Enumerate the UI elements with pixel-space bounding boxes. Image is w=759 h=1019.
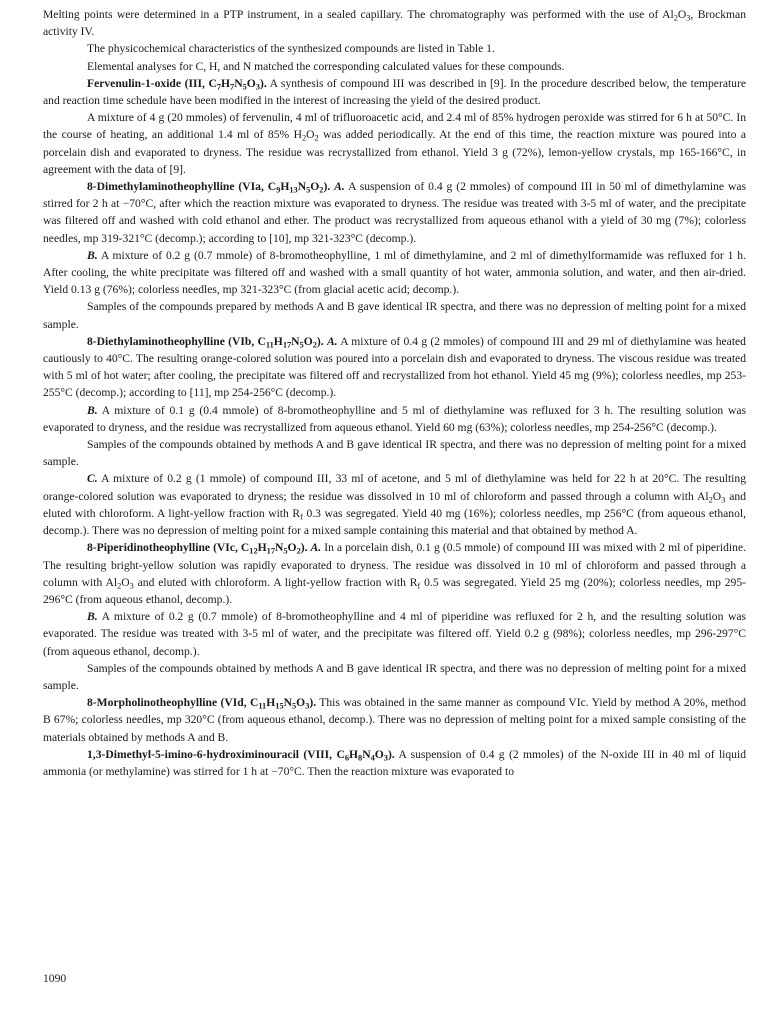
text-run: C.	[87, 472, 98, 486]
text-run: H	[273, 334, 283, 348]
text-run: O	[303, 334, 313, 348]
text-run: was added periodically. At the end of this time, the reaction mixture was poured into a porcelain dish and evaporated to dryness. The residue was recrystallized from ethanol. Yield 3 g (72%), lemon-yellow crystals, mp 165-166°C, in agreement with the data of [9].	[43, 128, 746, 176]
text-run: Elemental analyses for C, H, and N matched the corresponding calculated values for these compounds.	[87, 59, 565, 73]
paragraph-dimethylamino-method-a	[43, 178, 746, 247]
text-run: The physicochemical characteristics of the synthesized compounds are listed in Table 1.	[87, 42, 495, 56]
paragraph-dimethylamino-method-b	[43, 247, 746, 299]
text-run: N	[297, 180, 307, 194]
text-run: A synthesis of compound III was described in [9]. In the procedure described below, the temperature and reaction time schedule have been modified in the interest of increasing the yield of the desired product.	[43, 76, 746, 108]
text-run: Melting points were determined in a PTP instrument, in a sealed capillary. The chromatography was performed with the use of Al	[43, 8, 674, 21]
text-run: 0.3 was segregated. Yield 40 mg (16%); colorless needles, mp 256°C (from aqueous ethanol, decomp.). There was no depression of melting point for a mixed sample containing this material and that obtained by method A.	[43, 506, 746, 538]
subscript-text: 5	[283, 546, 288, 556]
text-run: O	[246, 76, 256, 90]
subscript-text: 17	[282, 340, 292, 350]
text-run: O	[296, 696, 306, 710]
page-number: 1090	[43, 972, 67, 985]
text-run: A mixture of 4 g (20 mmoles) of fervenulin, 4 ml of trifluoroacetic acid, and 2.4 ml of 85% hydrogen peroxide was stirred for 6 h at 50°C. In the course of heating, an additional 1.4 ml of 85% H	[43, 111, 746, 142]
text-run: , Brockman activity IV.	[43, 8, 746, 39]
text-run: O	[306, 128, 315, 142]
text-run: A.	[310, 541, 322, 555]
text-run: B.	[87, 248, 98, 262]
text-run: ).	[300, 541, 311, 555]
subscript-text: 2	[302, 133, 307, 143]
text-run: O	[121, 575, 130, 589]
paragraph-morpholino	[43, 694, 746, 746]
subscript-text: 2	[673, 13, 678, 23]
text-run: H	[349, 747, 359, 761]
paragraph-piperidino-method-b	[43, 608, 746, 660]
text-run: B.	[87, 610, 98, 624]
text-run: A mixture of 0.2 g (0.7 mmole) of 8-bromotheophylline, 1 ml of dimethylamine, and 2 ml of dimethylformamide was refluxed for 1 h. After cooling, the white precipitate was filtered off and washed with a small quantity of hot water, ammonia solution, and water, and then air-dried. Yield 0.13 g (76%); colorless needles, mp 321-323°C (from glacial acetic acid; decomp.).	[43, 248, 746, 297]
paragraph-diethylamino-method-a	[43, 333, 746, 402]
subscript-text: 7	[230, 82, 235, 92]
text-run: 8-Diethylaminotheophylline (VIb, C	[87, 334, 266, 348]
subscript-text: 9	[276, 185, 281, 195]
subscript-text: 6	[344, 753, 349, 763]
text-run: A suspension of 0.4 g (2 mmoles) of the N-oxide III in 40 ml of liquid ammonia (or methylamine) was stirred for 1 h at −70°C. Then the reaction mixture was evaporated to	[43, 747, 746, 778]
paragraph-piperidino-method-a	[43, 539, 746, 608]
text-run: In a porcelain dish, 0.1 g (0.5 mmole) of compound III was mixed with 2 ml of piperidine. The resulting bright-yellow solution was rapidly evaporated to dryness. The residue was dissolved in 10 ml of chloroform and passed through a column with Al	[43, 541, 746, 589]
text-run: ).	[323, 180, 335, 194]
subscript-text: 2	[117, 581, 122, 591]
subscript-text: f	[417, 581, 421, 591]
paragraph-diethylamino-method-c	[43, 470, 746, 539]
subscript-text: 8	[358, 753, 363, 763]
text-run: and eluted with chloroform. A light-yellow fraction with R	[133, 575, 418, 589]
text-run: A.	[334, 180, 345, 194]
subscript-text: 3	[721, 495, 726, 505]
text-run: ).	[316, 334, 327, 348]
subscript-text: 5	[299, 340, 304, 350]
paragraph-dimethylamino-comparison	[43, 298, 746, 332]
text-run: Samples of the compounds obtained by methods A and B gave identical IR spectra, and there was no depression of melting point for a mixed sample.	[43, 661, 746, 692]
paragraph-fervenulin-procedure	[43, 109, 746, 178]
subscript-text: f	[300, 512, 303, 522]
subscript-text: 3	[383, 753, 388, 763]
text-run: O	[712, 489, 722, 503]
subscript-text: 5	[242, 82, 247, 92]
text-run: This was obtained in the same manner as compound VIc. Yield by method A 20%, method B 67%; colorless needles, mp 320°C (from aqueous ethanol, decomp.). There was no depression of melting point for a mixed sample consisting of the materials obtained by methods A and B.	[43, 696, 746, 744]
text-run: H	[280, 180, 290, 194]
subscript-text: 5	[306, 185, 311, 195]
subscript-text: 3	[305, 701, 310, 711]
subscript-text: 5	[291, 701, 297, 711]
text-run: A mixture of 0.4 g (2 mmoles) of compound III and 29 ml of diethylamine was heated cautiously to 40°C. The resulting orange-colored solution was poured into a porcelain dish and evaporated to dryness. The viscous residue was treated with 5 ml of hot water; after cooling, the precipitate was filtered off and recrystallized from hot ethanol. Yield 45 mg (9%); colorless needles, mp 253-255°C (decomp.); according to [11], mp 254-256°C (decomp.).	[43, 334, 746, 400]
subscript-text: 11	[265, 340, 274, 350]
text-run: and eluted with chloroform. A light-yellow fraction with R	[43, 489, 746, 520]
paragraph-elemental-analyses	[43, 58, 746, 75]
subscript-text: 2	[312, 340, 317, 350]
subscript-text: 2	[314, 133, 319, 143]
text-run: H	[257, 541, 267, 555]
paragraph-imino-hydroximinouracil	[43, 746, 746, 780]
text-run: O	[677, 8, 687, 21]
subscript-text: 12	[249, 546, 258, 556]
paragraph-piperidino-comparison	[43, 660, 746, 694]
subscript-text: 11	[258, 701, 267, 711]
subscript-text: 3	[255, 82, 260, 92]
subscript-text: 17	[266, 546, 275, 556]
subscript-text: 13	[289, 185, 298, 195]
text-run: 8-Morpholinotheophylline (VId, C	[87, 696, 259, 710]
subscript-text: 15	[275, 701, 284, 711]
paragraph-methods	[43, 6, 746, 40]
text-run: H	[266, 696, 276, 710]
text-run: ).	[387, 747, 395, 761]
text-run: ).	[259, 76, 267, 90]
text-run: O	[310, 180, 320, 194]
text-run: 1,3-Dimethyl-5-imino-6-hydroximinouracil (VIII, C	[87, 747, 345, 761]
text-run: N	[283, 696, 292, 710]
text-run: 8-Dimethylaminotheophylline (VIa, C	[87, 180, 277, 194]
paragraph-fervenulin-oxide	[43, 75, 746, 109]
text-run: N	[291, 334, 300, 348]
text-run: N	[274, 541, 284, 555]
text-run: A mixture of 0.2 g (0.7 mmole) of 8-bromotheophylline and 4 ml of piperidine was refluxed for 2 h, and the resulting solution was evaporated. The residue was treated with 3-5 ml of water, and the precipitate was filtered off. Yield 0.2 g (98%); colorless needles, mp 296-297°C (from aqueous ethanol, decomp.).	[43, 610, 746, 658]
text-run: O	[374, 747, 384, 761]
text-run: Samples of the compounds prepared by methods A and B gave identical IR spectra, and there was no depression of melting point for a mixed sample.	[43, 300, 746, 331]
text-run: A mixture of 0.2 g (1 mmole) of compound III, 33 ml of acetone, and 5 ml of diethylamine was held for 22 h at 20°C. The resulting orange-colored solution was evaporated to dryness; the residue was dissolved in 10 ml of chloroform and passed through a column with Al	[43, 472, 746, 503]
subscript-text: 3	[686, 13, 691, 23]
paragraph-diethylamino-method-b	[43, 402, 746, 436]
subscript-text: 4	[370, 753, 375, 763]
text-run: 0.5 was segregated. Yield 25 mg (20%); colorless needles, mp 295-296°C (from aqueous ethanol, decomp.).	[43, 575, 747, 606]
text-run: ).	[309, 696, 317, 710]
paragraph-diethylamino-comparison	[43, 436, 746, 470]
text-run: B.	[87, 403, 98, 417]
text-run: N	[234, 76, 243, 90]
text-run: O	[287, 541, 297, 555]
subscript-text: 2	[296, 546, 301, 556]
text-run: H	[221, 76, 231, 90]
subscript-text: 2	[319, 185, 324, 195]
subscript-text: 3	[129, 581, 134, 591]
text-run: A.	[326, 334, 338, 348]
text-run: A mixture of 0.1 g (0.4 mmole) of 8-bromotheophylline and 5 ml of diethylamine was refluxed for 3 h. The resulting solution was evaporated to dryness, and the residue was recrystallized from aqueous ethanol. Yield 60 mg (63%); colorless needles, mp 254-256°C (decomp.).	[43, 403, 746, 434]
text-run: 8-Piperidinotheophylline (VIc, C	[87, 541, 250, 555]
subscript-text: 2	[708, 495, 713, 505]
text-run: A suspension of 0.4 g (2 mmoles) of compound III in 50 ml of dimethylamine was stirred for 2 h at −70°C, after which the reaction mixture was evaporated to dryness. The residue was treated with 3-5 ml of water, and the precipitate was filtered off and washed with cold ethanol and ether. The product was recrystallized from aqueous ethanol with a yield of 30 mg (7%); colorless needles, mp 319-321°C (decomp.); according to [10], mp 321-323°C (decomp.).	[43, 180, 746, 245]
text-run: Samples of the compounds obtained by methods A and B gave identical IR spectra, and there was no depression of melting point for a mixed sample.	[43, 438, 746, 469]
subscript-text: 7	[216, 82, 221, 92]
paragraph-table-reference	[43, 40, 746, 57]
text-run: Fervenulin-1-oxide (III, C	[87, 76, 217, 90]
text-run: N	[362, 747, 371, 761]
